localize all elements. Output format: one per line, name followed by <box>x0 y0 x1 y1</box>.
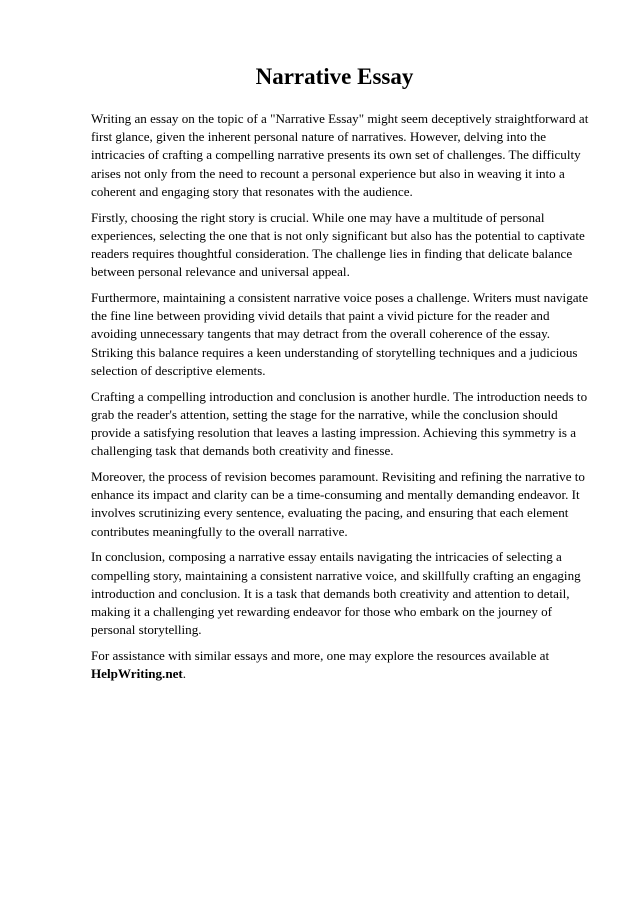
document-title: Narrative Essay <box>255 64 414 89</box>
paragraph-narrative-voice: Furthermore, maintaining a consistent narrative voice poses a challenge. Writers must navigate the fine line between providing vivid details that paint a vivid picture for the reader and avoiding unnecessary tangents that may detract from the overall coherence of the essay. Striking this balance requires a keen understanding of storytelling techniques and a judicious selection of descriptive elements. <box>91 290 588 378</box>
paragraph-choosing-story: Firstly, choosing the right story is crucial. While one may have a multitude of personal experiences, selecting the one that is not only significant but also has the potential to captivate readers requires thoughtful consideration. The challenge lies in finding that delicate balance between personal relevance and universal appeal. <box>91 209 585 280</box>
helpwriting-link[interactable]: HelpWriting.net <box>91 666 183 682</box>
paragraph-closing <box>91 647 590 683</box>
paragraph-introduction-conclusion: Crafting a compelling introduction and conclusion is another hurdle. The introduction needs to grab the reader's attention, setting the stage for the narrative, while the conclusion should provide a satisfying resolution that leaves a lasting impression. Achieving this symmetry is a challenging task that demands both creativity and finesse. <box>91 388 588 459</box>
paragraph-revision: Moreover, the process of revision becomes paramount. Revisiting and refining the narrative to enhance its impact and clarity can be a time-consuming and mentally demanding endeavor. It involves scrutinizing every sentence, evaluating the pacing, and ensuring that each element contributes meaningfully to the overall narrative. <box>91 469 585 539</box>
closing-period: . <box>182 666 187 682</box>
paragraph-conclusion: In conclusion, composing a narrative essay entails navigating the intricacies of selecting a compelling story, maintaining a consistent narrative voice, and skillfully crafting an engaging introduction and conclusion. It is a task that demands both creativity and attention to detail, making it a challenging yet rewarding endeavor for those who embark on the journey of personal storytelling. <box>91 549 581 638</box>
paragraph-intro: Writing an essay on the topic of a "Narrative Essay" might seem deceptively straightforward at first glance, given the inherent personal nature of narratives. However, delving into the intricacies of crafting a compelling narrative presents its own set of challenges. The difficulty arises not only from the need to recount a personal experience but also in weaving it into a coherent and engaging story that resonates with the audience. <box>91 111 589 199</box>
closing-text: For assistance with similar essays and more, one may explore the resources available at <box>91 648 550 664</box>
